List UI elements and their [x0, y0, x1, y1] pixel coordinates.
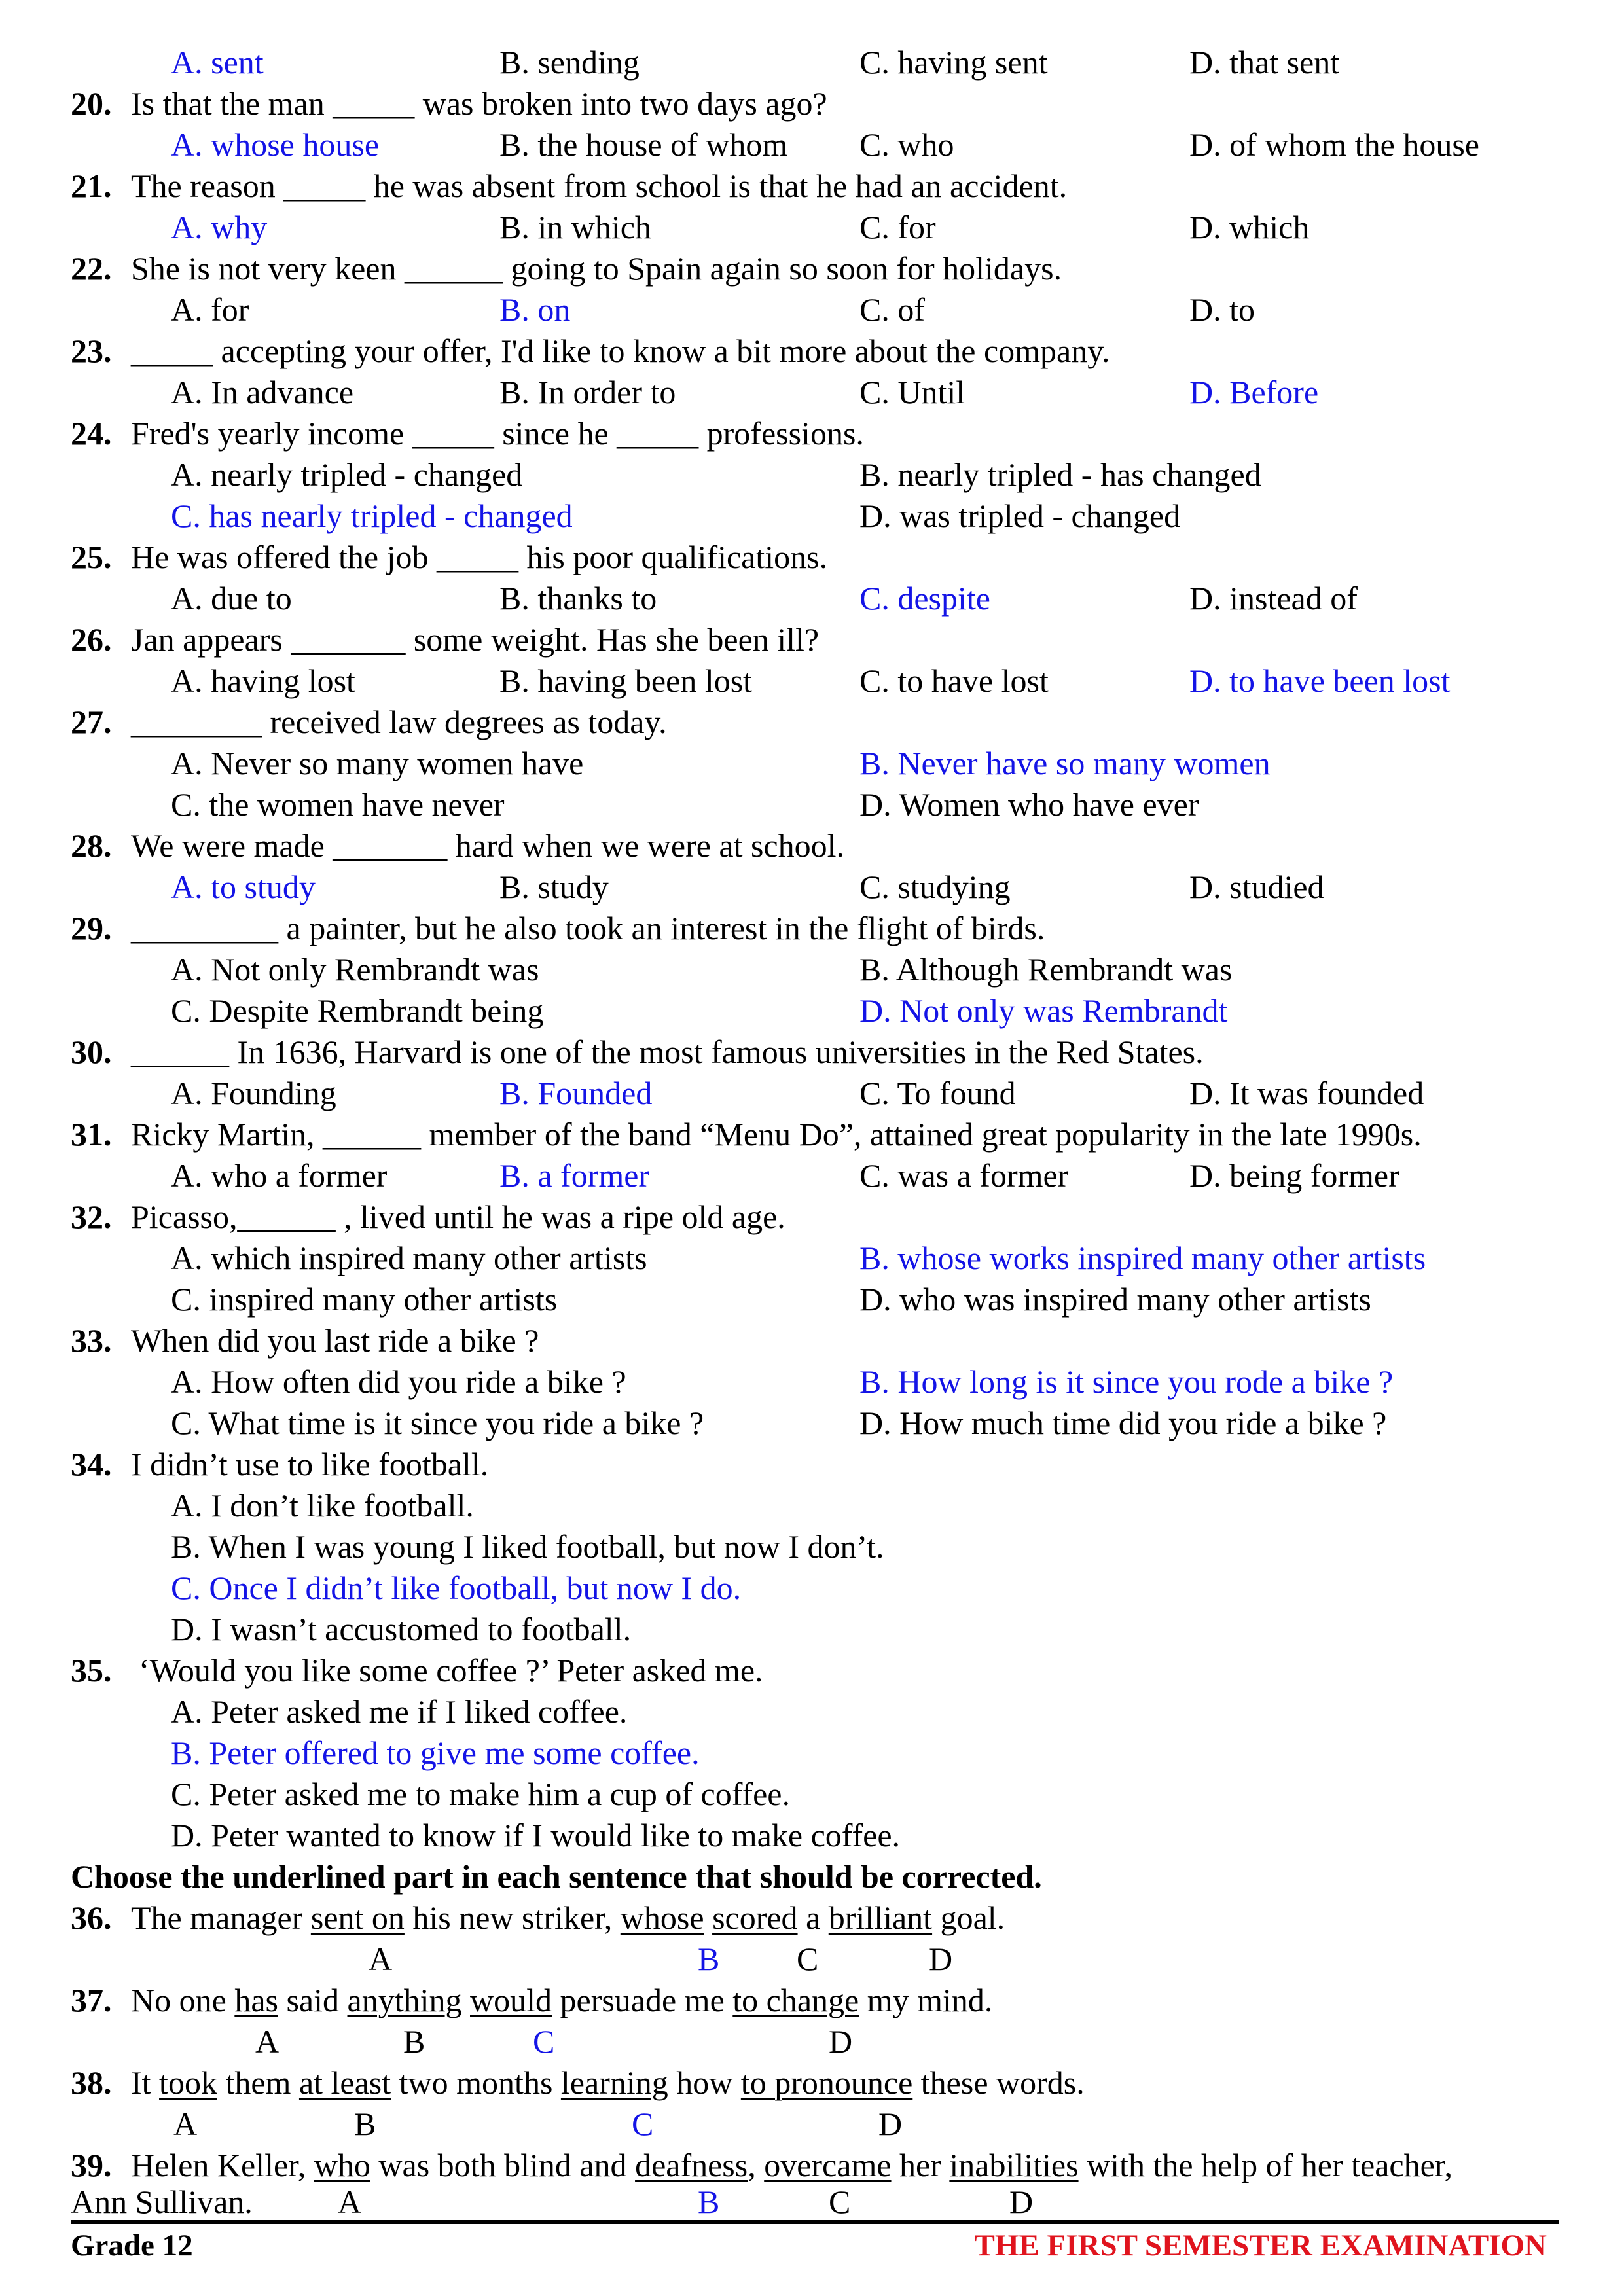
section-heading: Choose the underlined part in each sentence that should be corrected.	[71, 1858, 1042, 1895]
q26-option-c: C. to have lost	[859, 662, 1049, 699]
q36-text-3	[704, 1899, 713, 1936]
q36-underlined-d: brilliant	[828, 1899, 933, 1936]
q33-option-a: A. How often did you ride a bike ?	[171, 1363, 626, 1400]
q27-option-d: D. Women who have ever	[859, 786, 1199, 823]
q36-text-5: goal.	[932, 1899, 1005, 1936]
q19-option-d: D. that sent	[1189, 44, 1340, 81]
q35-option-c: C. Peter asked me to make him a cup of coffee.	[171, 1776, 790, 1812]
q20-number: 20.	[71, 85, 112, 122]
q22-option-a: A. for	[171, 291, 249, 328]
q37-text-4: persuade me	[552, 1982, 733, 2018]
q23-number: 23.	[71, 332, 112, 369]
q39-letter-d: D	[1009, 2183, 1034, 2220]
q38-number: 38.	[71, 2064, 112, 2101]
q23-option-b: B. In order to	[499, 374, 676, 410]
q19-option-a: A. sent	[171, 44, 264, 81]
q35-option-b: B. Peter offered to give me some coffee.	[171, 1734, 700, 1771]
q27-option-c: C. the women have never	[171, 786, 505, 823]
q30-option-c: C. To found	[859, 1075, 1016, 1111]
q28-option-b: B. study	[499, 869, 609, 905]
q19-option-c: C. having sent	[859, 44, 1048, 81]
q28-option-a: A. to study	[171, 869, 316, 905]
q23-option-c: C. Until	[859, 374, 965, 410]
q24-option-b: B. nearly tripled - has changed	[859, 456, 1261, 493]
q36-letter-d: D	[929, 1941, 953, 1977]
q31-option-b: B. a former	[499, 1157, 650, 1194]
footer-exam-title: THE FIRST SEMESTER EXAMINATION	[974, 2229, 1547, 2263]
q31-option-d: D. being former	[1189, 1157, 1399, 1194]
q36-text-1: The manager	[131, 1899, 311, 1936]
q39-underlined-b: deafness	[635, 2147, 748, 2183]
q24-option-d: D. was tripled - changed	[859, 497, 1181, 534]
q21-option-c: C. for	[859, 209, 936, 245]
q31-option-a: A. who a former	[171, 1157, 388, 1194]
q32-option-a: A. which inspired many other artists	[171, 1240, 647, 1276]
q33-option-c: C. What time is it since you ride a bike ?	[171, 1405, 704, 1441]
q30-option-b: B. Founded	[499, 1075, 653, 1111]
q32-option-b: B. whose works inspired many other artists	[859, 1240, 1426, 1276]
q37-underlined-c: would	[470, 1982, 552, 2018]
q32-option-c: C. inspired many other artists	[171, 1281, 558, 1318]
q37-sentence	[131, 1984, 992, 2017]
q38-letter-d: D	[878, 2106, 903, 2142]
q30-number: 30.	[71, 1033, 112, 1070]
q36-underlined-a: sent on	[310, 1899, 405, 1936]
q20-option-b: B. the house of whom	[499, 126, 788, 163]
q37-underlined-d: to change	[732, 1982, 859, 2018]
footer-rule	[71, 2220, 1559, 2224]
q32-stem: Picasso,______ , lived until he was a ripe old age.	[131, 1198, 785, 1235]
q37-underlined-b: anything	[347, 1982, 462, 2018]
q35-option-d: D. Peter wanted to know if I would like to make coffee.	[171, 1817, 901, 1854]
q25-option-b: B. thanks to	[499, 580, 657, 617]
q24-number: 24.	[71, 415, 112, 452]
q32-option-d: D. who was inspired many other artists	[859, 1281, 1371, 1318]
q34-option-b: B. When I was young I liked football, but now I don’t.	[171, 1528, 884, 1565]
q34-option-c: C. Once I didn’t like football, but now I do.	[171, 1570, 742, 1606]
q37-text-5: my mind.	[859, 1982, 993, 2018]
q21-stem: The reason _____ he was absent from school is that he had an accident.	[131, 168, 1068, 204]
q29-stem: _________ a painter, but he also took an interest in the flight of birds.	[131, 910, 1045, 946]
q38-underlined-c: learning	[560, 2064, 668, 2101]
q39-letter-b: B	[698, 2183, 720, 2220]
q38-letter-b: B	[354, 2106, 376, 2142]
q39-text-5: with the help of her teacher,	[1078, 2147, 1453, 2183]
q37-letter-a: A	[255, 2023, 280, 2060]
q21-option-a: A. why	[171, 209, 268, 245]
q25-number: 25.	[71, 539, 112, 575]
q37-underlined-a: has	[234, 1982, 278, 2018]
q33-number: 33.	[71, 1322, 112, 1359]
q36-underlined-c: scored	[712, 1899, 798, 1936]
q26-option-d: D. to have been lost	[1189, 662, 1451, 699]
q38-letter-a: A	[173, 2106, 198, 2142]
q26-option-a: A. having lost	[171, 662, 355, 699]
q38-underlined-b: at least	[298, 2064, 391, 2101]
q38-text-1: It	[131, 2064, 160, 2101]
q29-option-b: B. Although Rembrandt was	[859, 951, 1233, 988]
q23-option-a: A. In advance	[171, 374, 354, 410]
q28-number: 28.	[71, 827, 112, 864]
q23-stem: _____ accepting your offer, I'd like to know a bit more about the company.	[131, 332, 1110, 369]
q25-option-c: C. despite	[859, 580, 990, 617]
q29-number: 29.	[71, 910, 112, 946]
q39-text-4: her	[891, 2147, 950, 2183]
q38-underlined-d: to pronounce	[740, 2064, 913, 2101]
q29-option-c: C. Despite Rembrandt being	[171, 992, 544, 1029]
q39-underlined-a: who	[314, 2147, 370, 2183]
q22-option-d: D. to	[1189, 291, 1255, 328]
q39-letter-c: C	[829, 2183, 851, 2220]
q32-number: 32.	[71, 1198, 112, 1235]
q29-option-a: A. Not only Rembrandt was	[171, 951, 539, 988]
q19-option-b: B. sending	[499, 44, 640, 81]
q38-letter-c: C	[632, 2106, 654, 2142]
q23-option-d: D. Before	[1189, 374, 1319, 410]
q20-option-a: A. whose house	[171, 126, 380, 163]
footer-grade: Grade 12	[71, 2229, 193, 2263]
q37-number: 37.	[71, 1982, 112, 2018]
q33-option-d: D. How much time did you ride a bike ?	[859, 1405, 1387, 1441]
q22-stem: She is not very keen ______ going to Spain again so soon for holidays.	[131, 250, 1062, 287]
q36-text-4: a	[797, 1899, 829, 1936]
q27-option-b: B. Never have so many women	[859, 745, 1271, 781]
q36-letter-b: B	[698, 1941, 720, 1977]
q26-option-b: B. having been lost	[499, 662, 753, 699]
q34-option-a: A. I don’t like football.	[171, 1487, 474, 1524]
q31-number: 31.	[71, 1116, 112, 1153]
q22-number: 22.	[71, 250, 112, 287]
q36-sentence	[131, 1901, 1005, 1934]
q34-stem: I didn’t use to like football.	[131, 1446, 489, 1482]
q39-letter-a: A	[338, 2183, 362, 2220]
q30-stem: ______ In 1636, Harvard is one of the most famous universities in the Red States.	[131, 1033, 1204, 1070]
q34-number: 34.	[71, 1446, 112, 1482]
q27-number: 27.	[71, 704, 112, 740]
q20-option-c: C. who	[859, 126, 954, 163]
q39-underlined-c: overcame	[764, 2147, 892, 2183]
q29-option-d: D. Not only was Rembrandt	[859, 992, 1228, 1029]
q36-underlined-b: whose	[620, 1899, 704, 1936]
q20-stem: Is that the man _____ was broken into two days ago?	[131, 85, 827, 122]
q22-option-c: C. of	[859, 291, 925, 328]
q39-text-3: ,	[748, 2147, 765, 2183]
q26-stem: Jan appears _______ some weight. Has she been ill?	[131, 621, 820, 658]
q35-number: 35.	[71, 1652, 112, 1689]
q25-stem: He was offered the job _____ his poor qualifications.	[131, 539, 828, 575]
q35-option-a: A. Peter asked me if I liked coffee.	[171, 1693, 628, 1730]
q39-sentence	[131, 2149, 1453, 2181]
q21-number: 21.	[71, 168, 112, 204]
q38-sentence	[131, 2066, 1085, 2099]
q25-option-d: D. instead of	[1189, 580, 1358, 617]
q25-option-a: A. due to	[171, 580, 292, 617]
q39-sentence-line-2: Ann Sullivan.	[71, 2183, 253, 2220]
q30-option-a: A. Founding	[171, 1075, 336, 1111]
q33-stem: When did you last ride a bike ?	[131, 1322, 539, 1359]
q37-letter-d: D	[829, 2023, 853, 2060]
q24-stem: Fred's yearly income _____ since he _____ professions.	[131, 415, 864, 452]
q21-option-b: B. in which	[499, 209, 651, 245]
q35-stem: ‘Would you like some coffee ?’ Peter asked me.	[139, 1652, 763, 1689]
q24-option-a: A. nearly tripled - changed	[171, 456, 523, 493]
q36-number: 36.	[71, 1899, 112, 1936]
q21-option-d: D. which	[1189, 209, 1310, 245]
q39-underlined-d: inabilities	[949, 2147, 1079, 2183]
q37-text-1: No one	[131, 1982, 235, 2018]
q39-text-1: Helen Keller,	[131, 2147, 314, 2183]
q37-letter-c: C	[533, 2023, 555, 2060]
q38-text-4: how	[668, 2064, 741, 2101]
q20-option-d: D. of whom the house	[1189, 126, 1479, 163]
q36-letter-a: A	[369, 1941, 393, 1977]
q37-text-3	[462, 1982, 471, 2018]
q31-option-c: C. was a former	[859, 1157, 1069, 1194]
q38-underlined-a: took	[159, 2064, 217, 2101]
q34-option-d: D. I wasn’t accustomed to football.	[171, 1611, 632, 1647]
q38-text-3: two months	[391, 2064, 561, 2101]
q33-option-b: B. How long is it since you rode a bike ?	[859, 1363, 1394, 1400]
q28-option-c: C. studying	[859, 869, 1011, 905]
q27-stem: ________ received law degrees as today.	[131, 704, 667, 740]
q36-text-2: his new striker,	[404, 1899, 621, 1936]
q24-option-c: C. has nearly tripled - changed	[171, 497, 573, 534]
q30-option-d: D. It was founded	[1189, 1075, 1424, 1111]
q37-text-2: said	[278, 1982, 348, 2018]
q38-text-5: these words.	[912, 2064, 1085, 2101]
q38-text-2: them	[217, 2064, 299, 2101]
q22-option-b: B. on	[499, 291, 571, 328]
q28-stem: We were made _______ hard when we were at school.	[131, 827, 845, 864]
q39-number: 39.	[71, 2147, 112, 2183]
q39-text-2: was both blind and	[370, 2147, 636, 2183]
q36-letter-c: C	[797, 1941, 819, 1977]
q27-option-a: A. Never so many women have	[171, 745, 584, 781]
q31-stem: Ricky Martin, ______ member of the band “Menu Do”, attained great popularity in the late 1990s.	[131, 1116, 1422, 1153]
q28-option-d: D. studied	[1189, 869, 1324, 905]
q26-number: 26.	[71, 621, 112, 658]
q37-letter-b: B	[403, 2023, 425, 2060]
